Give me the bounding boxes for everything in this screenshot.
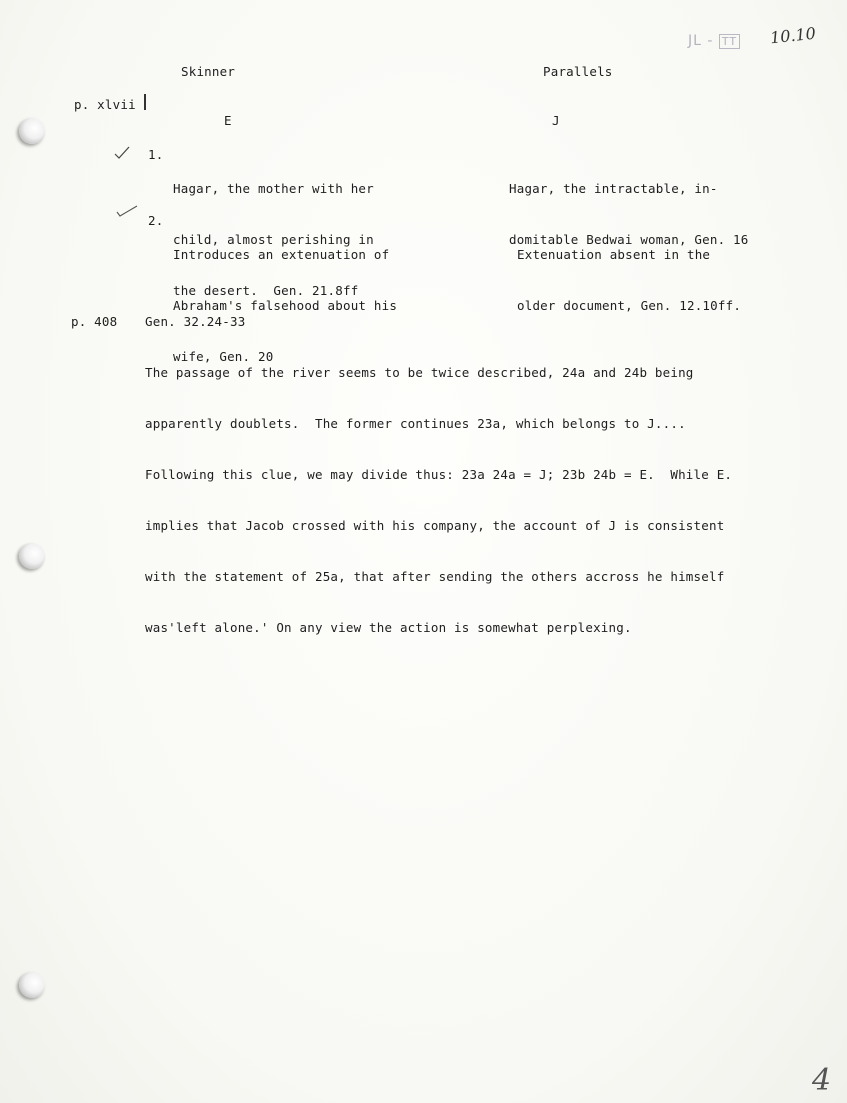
text-line: Introduces an extenuation of	[173, 247, 390, 262]
text-line: with the statement of 25a, that after sending the others accross he himself	[145, 569, 725, 584]
text-line: Extenuation absent in the	[517, 247, 711, 262]
item-number-1: 1.	[148, 147, 164, 162]
commentary-paragraph	[145, 330, 732, 670]
margin-bar	[144, 94, 146, 110]
handwritten-number: 10.10	[769, 23, 817, 48]
header-parallels: Parallels	[543, 64, 613, 79]
text-line: wife, Gen. 20	[173, 349, 274, 364]
text-line: was'left alone.' On any view the action is somewhat perplexing.	[145, 620, 632, 635]
page-reference-408: p. 408	[71, 314, 118, 329]
text-line: child, almost perishing in	[173, 232, 374, 247]
text-line: implies that Jacob crossed with his company, the account of J is consistent	[145, 518, 725, 533]
item-number-2: 2.	[148, 213, 164, 228]
text-line: Abraham's falsehood about his	[173, 298, 398, 313]
header-skinner: Skinner	[181, 64, 236, 79]
text-line: older document, Gen. 12.10ff.	[517, 298, 742, 313]
reference-stamp: JL - TT	[688, 33, 740, 49]
handwritten-page-mark: 4	[812, 1063, 832, 1098]
text-line: Hagar, the mother with her	[173, 181, 374, 196]
item-2-j-text	[517, 212, 741, 348]
text-line: domitable Bedwai woman, Gen. 16	[509, 232, 749, 247]
text-line: the desert. Gen. 21.8ff	[173, 283, 359, 298]
stamp-code: JL	[688, 33, 702, 49]
check-mark-icon	[116, 205, 138, 219]
column-label-e: E	[224, 113, 232, 128]
text-line: apparently doublets. The former continues 23a, which belongs to J....	[145, 416, 686, 431]
page-reference-xlvii: p. xlvii	[74, 97, 136, 112]
check-mark-icon	[114, 146, 130, 160]
stamp-box: TT	[719, 34, 740, 49]
text-line: Hagar, the intractable, in-	[509, 181, 718, 196]
punch-hole-bottom	[19, 972, 45, 998]
punch-hole-top	[19, 118, 45, 144]
punch-hole-middle	[19, 543, 45, 569]
column-label-j: J	[552, 113, 560, 128]
text-line: Following this clue, we may divide thus: 23a 24a = J; 23b 24b = E. While E.	[145, 467, 733, 482]
text-line: The passage of the river seems to be twice described, 24a and 24b being	[145, 365, 694, 380]
section-heading: Gen. 32.24-33	[145, 314, 246, 329]
